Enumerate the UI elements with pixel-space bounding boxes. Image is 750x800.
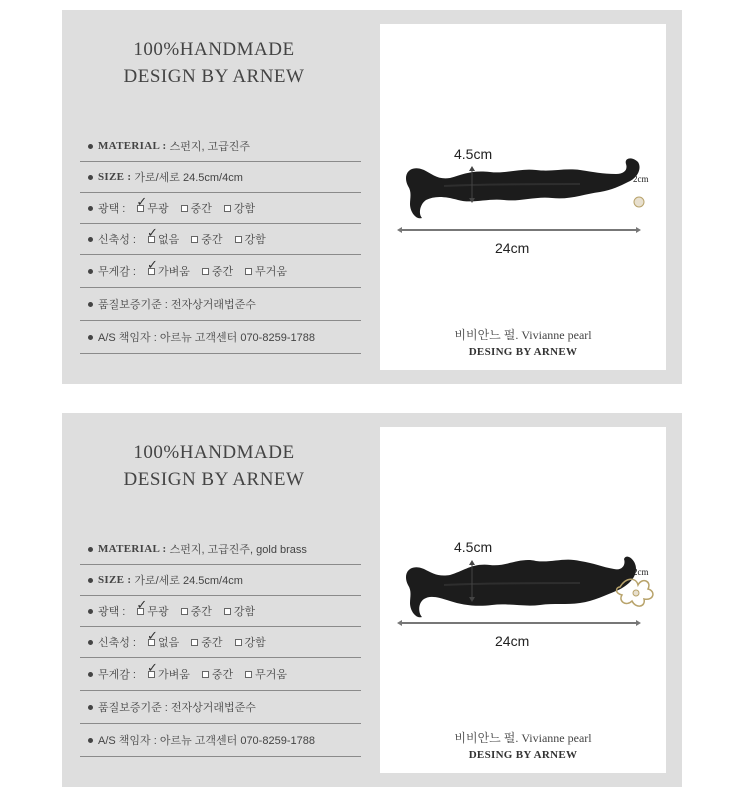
- checkbox-icon: [191, 639, 198, 646]
- spec-as: A/S 책임자 : 아르뉴 고객센터 070-8259-1788: [80, 321, 361, 354]
- bullet-icon: [88, 609, 93, 614]
- arrow-head: [397, 227, 402, 233]
- sponge-product: [406, 158, 640, 218]
- spec-size: SIZE : 가로/세로 24.5cm/4cm: [80, 565, 361, 596]
- spec-stretch: 신축성 : ✓ 없음 중간 강함: [80, 627, 361, 658]
- option: 중간: [202, 263, 233, 279]
- bullet-icon: [88, 738, 93, 743]
- brand-line-1: 비비안느 펄. Vivianne pearl: [454, 328, 592, 342]
- checkmark-icon: ✓: [136, 597, 148, 612]
- spec-as: A/S 책임자 : 아르뉴 고객센터 070-8259-1788: [80, 724, 361, 757]
- bullet-icon: [88, 175, 93, 180]
- bullet-icon: [88, 578, 93, 583]
- option: 중간: [181, 200, 212, 216]
- spec-weight: 무게감 : ✓ 가벼움 중간 무거움: [80, 255, 361, 288]
- title-line-2: DESIGN BY ARNEW: [123, 66, 305, 87]
- checkbox-icon: [224, 205, 231, 212]
- option-checked: ✓ 없음: [147, 628, 180, 649]
- product-photo: [380, 427, 666, 773]
- small-dim-label: 2cm: [633, 567, 649, 577]
- product-info-card-1: [62, 10, 682, 384]
- height-label: 4.5cm: [454, 539, 493, 555]
- checkbox-icon: [235, 236, 242, 243]
- option: 중간: [191, 231, 222, 247]
- option: 중간: [202, 666, 233, 682]
- option-checked: ✓ 무광: [136, 597, 169, 618]
- spec-stretch: 신축성 : ✓ 없음 중간 강함: [80, 224, 361, 255]
- bullet-icon: [88, 144, 93, 149]
- bullet-icon: [88, 672, 93, 677]
- brand-line-2: DESING BY ARNEW: [468, 749, 578, 761]
- spec-gloss: 광택 : ✓ 무광 중간 강함: [80, 193, 361, 224]
- hair-bun-maker-image: [380, 427, 666, 727]
- option-checked: ✓ 없음: [147, 225, 180, 246]
- checkbox-icon: [235, 639, 242, 646]
- bullet-icon: [88, 302, 93, 307]
- option: 강함: [235, 634, 266, 650]
- brand-line-2: DESING BY ARNEW: [468, 346, 578, 358]
- checkmark-icon: ✓: [147, 225, 158, 240]
- bullet-icon: [88, 705, 93, 710]
- checkbox-icon: [181, 205, 188, 212]
- title-line-2: DESIGN BY ARNEW: [123, 469, 305, 490]
- card-title: [62, 36, 366, 90]
- pearl-charm: [633, 590, 639, 596]
- option: 무거움: [245, 666, 287, 682]
- product-info-card-2: [62, 413, 682, 787]
- checkmark-icon: ✓: [147, 660, 158, 675]
- bullet-icon: [88, 269, 93, 274]
- height-label: 4.5cm: [454, 146, 493, 162]
- bullet-icon: [88, 335, 93, 340]
- spec-weight: 무게감 : ✓ 가벼움 중간 무거움: [80, 658, 361, 691]
- spec-material: MATERIAL : 스펀지, 고급진주: [80, 131, 361, 162]
- option-checked: ✓ 가벼움: [147, 660, 190, 681]
- option: 무거움: [245, 263, 287, 279]
- arrow-head: [469, 166, 475, 171]
- spec-quality: 품질보증기준 : 전자상거래법준수: [80, 691, 361, 724]
- checkbox-icon: [191, 236, 198, 243]
- sponge-product: [406, 557, 636, 618]
- spec-quality: 품질보증기준 : 전자상거래법준수: [80, 288, 361, 321]
- width-label: 24cm: [495, 240, 530, 256]
- checkbox-icon: [202, 268, 209, 275]
- checkbox-icon: [224, 608, 231, 615]
- spec-list: [80, 131, 361, 354]
- bullet-icon: [88, 206, 93, 211]
- checkmark-icon: ✓: [147, 628, 158, 643]
- option: 중간: [191, 634, 222, 650]
- option: 강함: [224, 200, 255, 216]
- hair-bun-maker-image: [380, 24, 666, 324]
- option: 강함: [235, 231, 266, 247]
- product-photo: [380, 24, 666, 370]
- checkbox-icon: [245, 671, 252, 678]
- option: 중간: [181, 603, 212, 619]
- arrow-head: [636, 620, 641, 626]
- arrow-head: [636, 227, 641, 233]
- pearl-charm: [634, 197, 644, 207]
- bullet-icon: [88, 640, 93, 645]
- width-label: 24cm: [495, 633, 530, 649]
- spec-material: MATERIAL : 스펀지, 고급진주, gold brass: [80, 534, 361, 565]
- title-line-1: 100%HANDMADE: [133, 39, 295, 60]
- small-dim-label: 2cm: [633, 174, 649, 184]
- spec-gloss: 광택 : ✓ 무광 중간 강함: [80, 596, 361, 627]
- checkbox-icon: [245, 268, 252, 275]
- spec-list: [80, 534, 361, 757]
- checkbox-icon: [202, 671, 209, 678]
- checkmark-icon: ✓: [147, 257, 158, 272]
- checkbox-icon: [181, 608, 188, 615]
- brand-line-1: 비비안느 펄. Vivianne pearl: [454, 731, 592, 745]
- option-checked: ✓ 무광: [136, 194, 169, 215]
- title-line-1: 100%HANDMADE: [133, 442, 295, 463]
- bullet-icon: [88, 237, 93, 242]
- bullet-icon: [88, 547, 93, 552]
- arrow-head: [397, 620, 402, 626]
- spec-size: SIZE : 가로/세로 24.5cm/4cm: [80, 162, 361, 193]
- checkmark-icon: ✓: [136, 194, 148, 209]
- option-checked: ✓ 가벼움: [147, 257, 190, 278]
- card-title: [62, 439, 366, 493]
- arrow-head: [469, 560, 475, 565]
- option: 강함: [224, 603, 255, 619]
